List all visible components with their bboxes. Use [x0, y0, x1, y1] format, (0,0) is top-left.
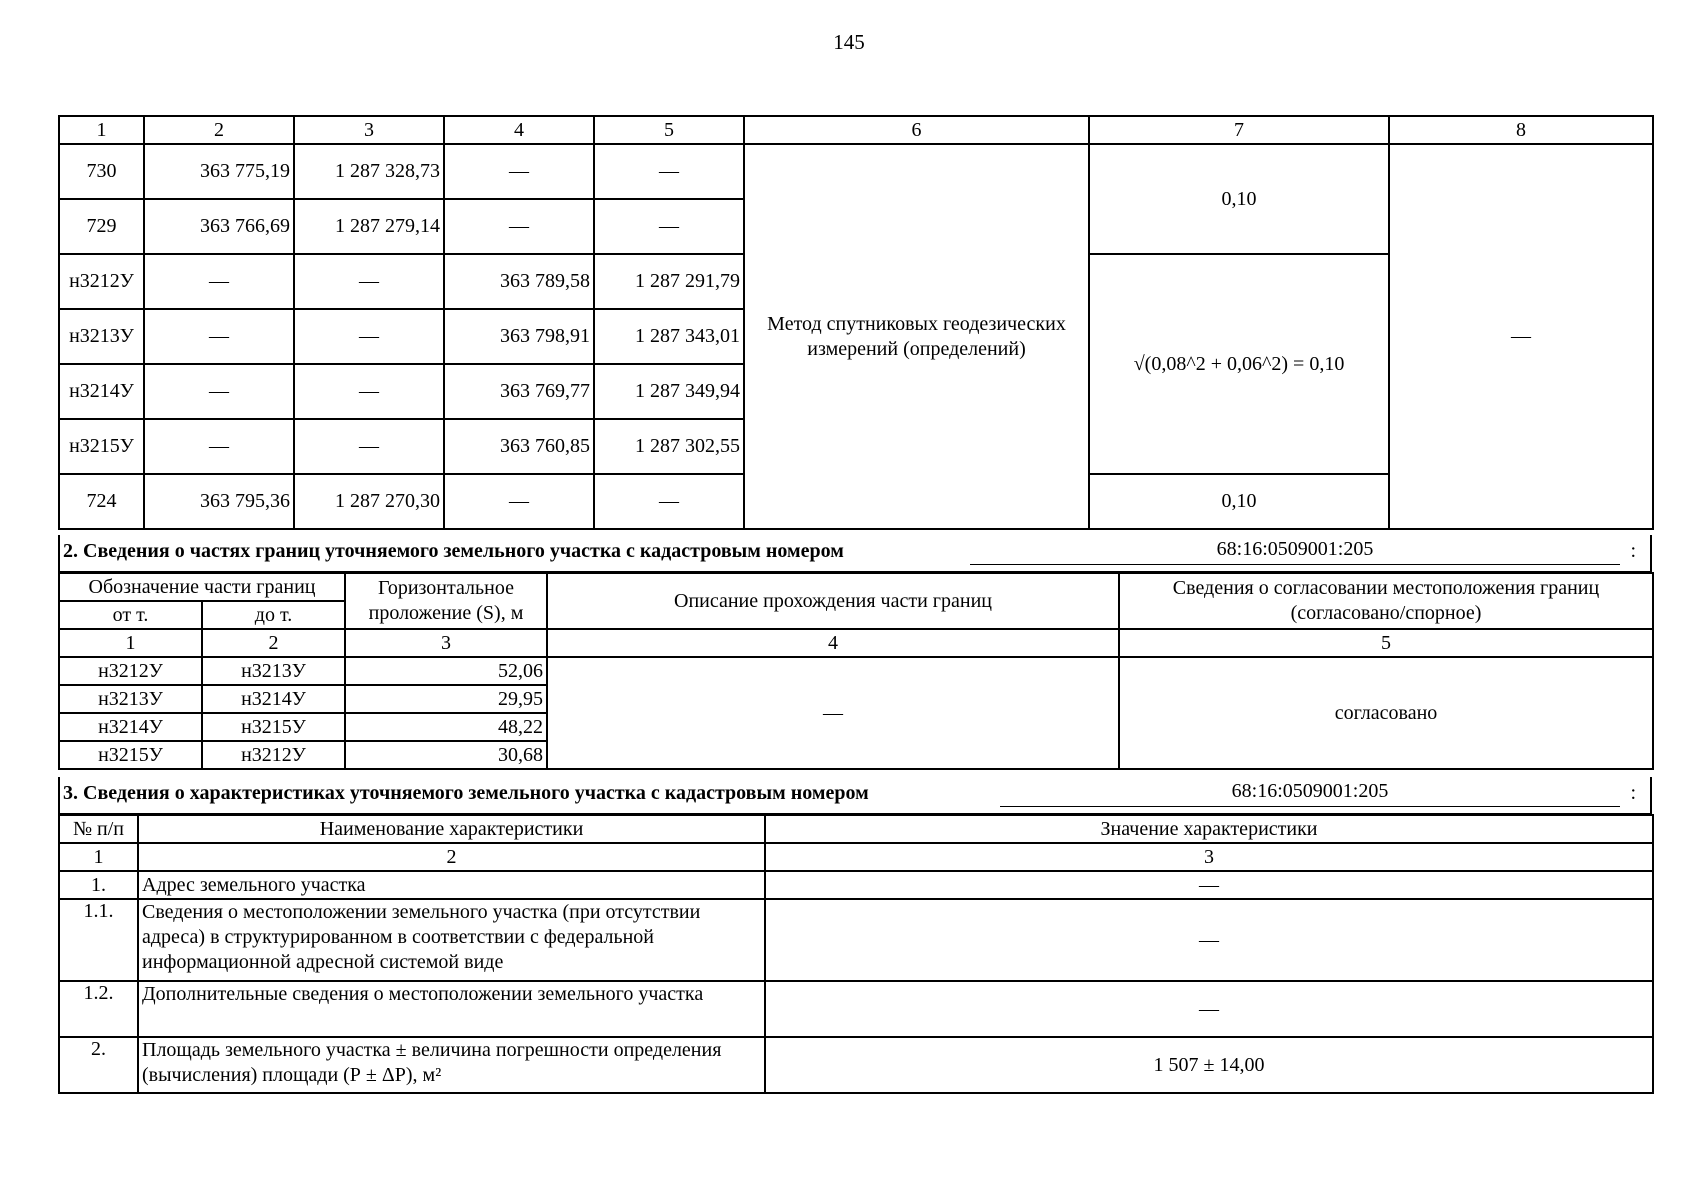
- characteristic-name: Адрес земельного участка: [138, 871, 765, 899]
- col-number: 3: [345, 629, 547, 657]
- x-old: —: [144, 419, 294, 474]
- col-number: 3: [294, 116, 444, 144]
- x-old: —: [144, 364, 294, 419]
- characteristic-name: Дополнительные сведения о местоположении земельного участка: [138, 981, 765, 1037]
- header-row: [59, 815, 1653, 843]
- y-new: 1 287 349,94: [594, 364, 744, 419]
- col-number: 2: [202, 629, 345, 657]
- from-point: н3213У: [59, 685, 202, 713]
- horizontal-distance: 30,68: [345, 741, 547, 769]
- col-number: 2: [138, 843, 765, 871]
- section2-title: 2. Сведения о частях границ уточняемого земельного участка с кадастровым номером: [63, 540, 844, 562]
- column-number-row: [59, 843, 1653, 871]
- method-text: Метод спутниковых геодезических измерений (определений): [767, 312, 1066, 360]
- x-new: 363 760,85: [444, 419, 594, 474]
- accuracy-middle: √(0,08^2 + 0,06^2) = 0,10: [1089, 254, 1389, 474]
- table-row: [59, 899, 1653, 981]
- point-id: н3213У: [59, 309, 144, 364]
- x-new: —: [444, 144, 594, 199]
- to-header: до т.: [202, 601, 345, 629]
- description-value: —: [547, 657, 1119, 769]
- col-number: 7: [1089, 116, 1389, 144]
- num-header: № п/п: [59, 815, 138, 843]
- y-old: —: [294, 364, 444, 419]
- designation-header: Обозначение части границ: [59, 573, 345, 601]
- accuracy-top: 0,10: [1089, 144, 1389, 254]
- y-old: —: [294, 254, 444, 309]
- y-old: —: [294, 309, 444, 364]
- x-old: 363 775,19: [144, 144, 294, 199]
- x-old: 363 766,69: [144, 199, 294, 254]
- y-new: —: [594, 199, 744, 254]
- y-old: —: [294, 419, 444, 474]
- header-row: [59, 573, 1653, 601]
- from-header: от т.: [59, 601, 202, 629]
- col-number: 5: [1119, 629, 1653, 657]
- y-old: 1 287 270,30: [294, 474, 444, 529]
- x-new: 363 789,58: [444, 254, 594, 309]
- point-id: 730: [59, 144, 144, 199]
- point-id: н3212У: [59, 254, 144, 309]
- points-table: [58, 115, 1654, 530]
- y-old: 1 287 328,73: [294, 144, 444, 199]
- horizontal-distance: 48,22: [345, 713, 547, 741]
- y-new: —: [594, 144, 744, 199]
- page-number: 145: [833, 30, 865, 54]
- characteristic-name: Площадь земельного участка ± величина погрешности определения (вычисления) площади (Р ± ΔР), м²: [138, 1037, 765, 1093]
- col-number: 1: [59, 843, 138, 871]
- y-new: —: [594, 474, 744, 529]
- row-number: 1.1.: [59, 899, 138, 981]
- row-number: 1.2.: [59, 981, 138, 1037]
- table-row: [59, 871, 1653, 899]
- col-number: 4: [444, 116, 594, 144]
- characteristic-value: —: [765, 899, 1653, 981]
- col-number: 1: [59, 116, 144, 144]
- to-point: н3215У: [202, 713, 345, 741]
- method-cell: [744, 144, 1089, 529]
- x-new: 363 769,77: [444, 364, 594, 419]
- table-row: [59, 657, 1653, 685]
- col-number: 3: [765, 843, 1653, 871]
- column-number-row: [59, 629, 1653, 657]
- characteristic-value: 1 507 ± 14,00: [765, 1037, 1653, 1093]
- point-id: 724: [59, 474, 144, 529]
- y-new: 1 287 302,55: [594, 419, 744, 474]
- horizontal-header: Горизонтальное проложение (S), м: [345, 573, 547, 629]
- characteristic-value: —: [765, 871, 1653, 899]
- y-new: 1 287 343,01: [594, 309, 744, 364]
- table-row: [59, 144, 1653, 199]
- point-id: н3214У: [59, 364, 144, 419]
- from-point: н3214У: [59, 713, 202, 741]
- section3-title: 3. Сведения о характеристиках уточняемого земельного участка с кадастровым номером: [63, 782, 869, 804]
- characteristic-name: Сведения о местоположении земельного участка (при отсутствии адреса) в структурированном в соответствии с федеральной информационной адресной системой виде: [138, 899, 765, 981]
- row-number: 2.: [59, 1037, 138, 1093]
- section2-cadastral-number: 68:16:0509001:205: [970, 538, 1620, 565]
- header-row: [59, 116, 1653, 144]
- characteristics-table: [58, 814, 1654, 1094]
- row-number: 1.: [59, 871, 138, 899]
- accuracy-bottom: 0,10: [1089, 474, 1389, 529]
- section2-colon: :: [1630, 540, 1636, 562]
- col8-value: —: [1389, 144, 1653, 529]
- x-old: —: [144, 254, 294, 309]
- to-point: н3214У: [202, 685, 345, 713]
- horizontal-distance: 29,95: [345, 685, 547, 713]
- description-header: Описание прохождения части границ: [547, 573, 1119, 629]
- table-row: [59, 981, 1653, 1037]
- x-new: —: [444, 474, 594, 529]
- from-point: н3212У: [59, 657, 202, 685]
- table-row: [59, 1037, 1653, 1093]
- section3-header: [58, 777, 1652, 815]
- horizontal-distance: 52,06: [345, 657, 547, 685]
- agreement-header: Сведения о согласовании местоположения границ (согласовано/спорное): [1119, 573, 1653, 629]
- x-new: —: [444, 199, 594, 254]
- x-old: 363 795,36: [144, 474, 294, 529]
- y-old: 1 287 279,14: [294, 199, 444, 254]
- value-header: Значение характеристики: [765, 815, 1653, 843]
- name-header: Наименование характеристики: [138, 815, 765, 843]
- col-number: 2: [144, 116, 294, 144]
- section3-cadastral-number: 68:16:0509001:205: [1000, 780, 1620, 807]
- from-point: н3215У: [59, 741, 202, 769]
- point-id: 729: [59, 199, 144, 254]
- characteristic-value: —: [765, 981, 1653, 1037]
- x-old: —: [144, 309, 294, 364]
- col-number: 4: [547, 629, 1119, 657]
- agreement-value: согласовано: [1119, 657, 1653, 769]
- x-new: 363 798,91: [444, 309, 594, 364]
- to-point: н3212У: [202, 741, 345, 769]
- col-number: 5: [594, 116, 744, 144]
- col-number: 6: [744, 116, 1089, 144]
- point-id: н3215У: [59, 419, 144, 474]
- col-number: 1: [59, 629, 202, 657]
- section2-header: [58, 535, 1652, 573]
- col-number: 8: [1389, 116, 1653, 144]
- boundary-parts-table: [58, 572, 1654, 770]
- to-point: н3213У: [202, 657, 345, 685]
- y-new: 1 287 291,79: [594, 254, 744, 309]
- section3-colon: :: [1630, 782, 1636, 804]
